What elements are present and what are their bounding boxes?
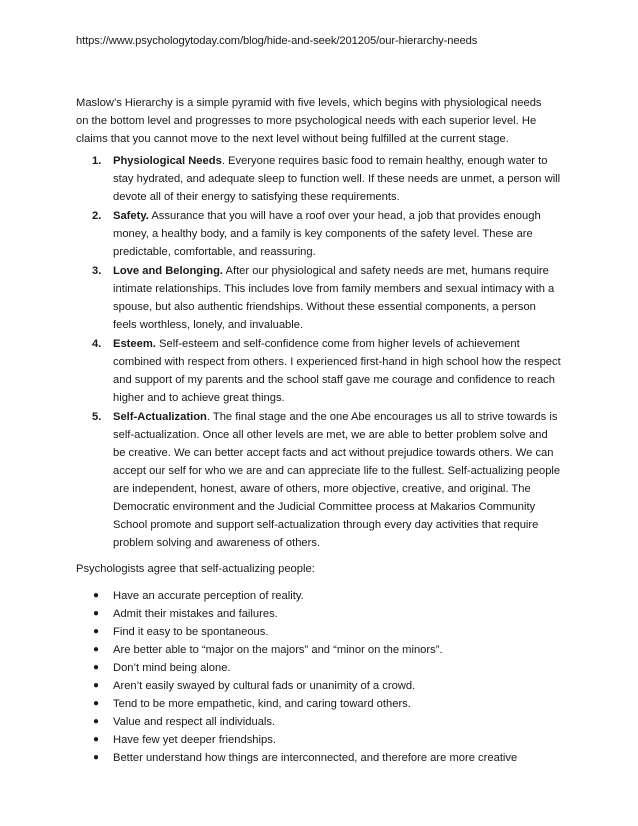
need-title: Self-Actualization [113, 411, 207, 423]
needs-list [76, 152, 566, 552]
bullet-icon: ● [93, 644, 100, 655]
need-title: Safety. [113, 210, 149, 222]
bullet-icon: ● [93, 716, 100, 727]
list-item [93, 623, 566, 641]
bullet-icon: ● [93, 734, 100, 745]
trait-text: Tend to be more empathetic, kind, and caring toward others. [113, 698, 411, 710]
need-item-esteem [92, 335, 561, 407]
trait-text: Aren’t easily swayed by cultural fads or unanimity of a crowd. [113, 680, 416, 692]
need-item-safety [92, 207, 561, 261]
source-url: https://www.psychologytoday.com/blog/hide-and-seek/201205/our-hierarchy-needs [76, 35, 478, 47]
bullet-icon: ● [93, 608, 100, 619]
need-text: . The final stage and the one Abe encourages us all to strive towards is self-actualization. Once all other levels are met, we are able to better problem solve and be creative. We can better accept facts and act without prejudice towards others. We can accept our self for who we are and can appreciate life to the fullest. Self-actualizing people are independent, honest, aware of others, more objective, creative, and original. The Democratic environment and the Judicial Committee process at Makarios Community School promote and support self-actualization through every day activities that require problem solving and awareness of others. [113, 411, 561, 549]
need-text: Assurance that you will have a roof over your head, a job that provides enough money, a healthy body, and a family is key components of the safety level. These are predictable, comfortable, and reassuring. [113, 210, 541, 258]
list-item [93, 641, 566, 659]
need-number: 4. [92, 338, 102, 350]
trait-text: Don’t mind being alone. [113, 662, 231, 674]
bullet-icon: ● [93, 698, 100, 709]
trait-text: Find it easy to be spontaneous. [113, 626, 269, 638]
trait-text: Have an accurate perception of reality. [113, 590, 304, 602]
bullet-icon: ● [93, 662, 100, 673]
need-title: Physiological Needs [113, 155, 222, 167]
traits-list [76, 587, 566, 767]
bullet-icon: ● [93, 752, 100, 763]
need-text: After our physiological and safety needs are met, humans require intimate relationships. This includes love from family members and sexual intimacy with a spouse, but also authentic friendships. Without these essential components, a person feels worthless, lonely, and invaluable. [113, 265, 555, 331]
list-item [93, 749, 566, 767]
list-item [93, 677, 566, 695]
need-item-love-belonging [92, 262, 561, 334]
list-item [93, 587, 566, 605]
need-number: 1. [92, 155, 102, 167]
traits-lead: Psychologists agree that self-actualizing people: [76, 563, 315, 575]
bullet-icon: ● [93, 680, 100, 691]
need-title: Esteem. [113, 338, 156, 350]
trait-text: Are better able to “major on the majors” and “minor on the minors”. [113, 644, 443, 656]
need-item-physiological [92, 152, 561, 206]
need-title: Love and Belonging. [113, 265, 224, 277]
trait-text: Value and respect all individuals. [113, 716, 276, 728]
bullet-icon: ● [93, 590, 100, 601]
need-item-self-actualization [92, 408, 561, 552]
list-item [93, 695, 566, 713]
need-text: . Everyone requires basic food to remain healthy, enough water to stay hydrated, and adequate sleep to function well. If these needs are unmet, a person will devote all of their energy to satisfying these requirements. [113, 155, 561, 203]
trait-text: Admit their mistakes and failures. [113, 608, 278, 620]
document-page [76, 32, 566, 767]
need-number: 2. [92, 210, 102, 222]
trait-text: Have few yet deeper friendships. [113, 734, 276, 746]
need-number: 5. [92, 411, 102, 423]
list-item [93, 605, 566, 623]
bullet-icon: ● [93, 626, 100, 637]
list-item [93, 713, 566, 731]
need-number: 3. [92, 265, 102, 277]
need-text: Self-esteem and self-confidence come from higher levels of achievement combined with respect from others. I experienced first-hand in high school how the respect and support of my parents and the school staff gave me courage and confidence to reach higher and to achieve great things. [113, 338, 561, 404]
list-item [93, 731, 566, 749]
list-item [93, 659, 566, 677]
trait-text: Better understand how things are interconnected, and therefore are more creative [113, 752, 518, 764]
intro-paragraph: Maslow’s Hierarchy is a simple pyramid with five levels, which begins with physiological needs on the bottom level and progresses to more psychological needs with each superior level. He claims that you cannot move to the next level without being fulfilled at the current stage. [76, 97, 542, 145]
